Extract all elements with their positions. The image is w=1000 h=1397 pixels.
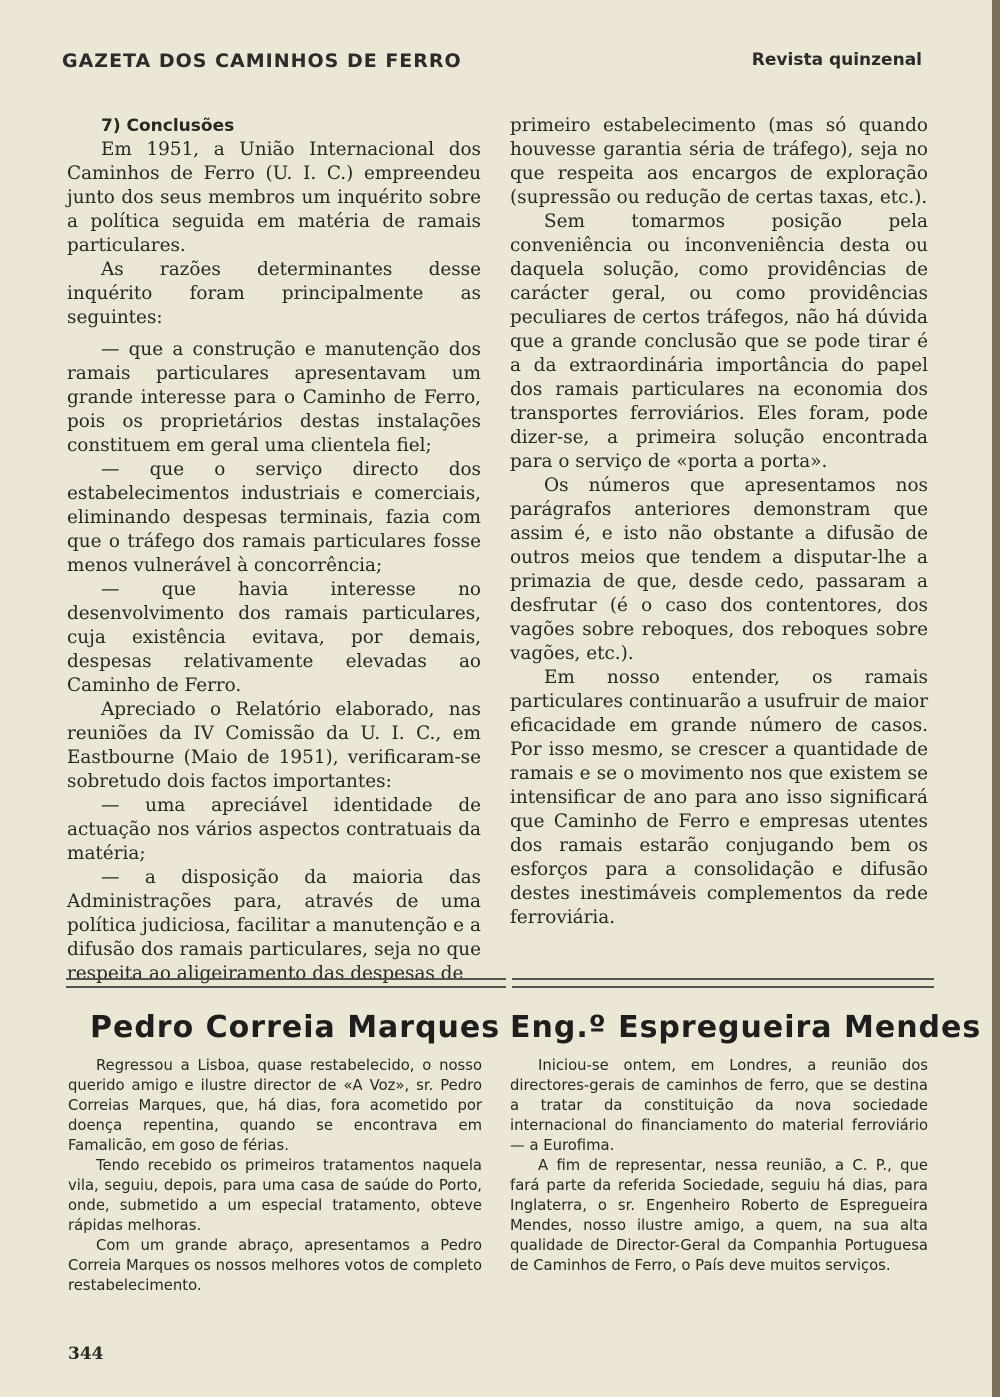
paragraph: — que o serviço directo dos estabelecimentos industriais e comerciais, eliminando despesas terminais, fazia com que o tráfego dos ramais particulares fosse menos vulnerável à concorrência; bbox=[67, 459, 481, 576]
page-edge bbox=[992, 0, 1000, 1397]
paragraph: — que a construção e manutenção dos ramais particulares apresentavam um grande interesse para o Caminho de Ferro, pois os proprietários destas instalações constituem em geral uma clientela fiel; bbox=[67, 339, 481, 456]
paragraph: Os números que apresentamos nos parágrafos anteriores demonstram que assim é, e isto não obstante a difusão de outros meios que tendem a disputar-lhe a primazia de que, desde cedo, passaram a desfrutar (é o caso dos contentores, dos vagões sobre reboques, dos reboques sobre vagões, etc.). bbox=[510, 475, 928, 664]
journal-title: GAZETA DOS CAMINHOS DE FERRO bbox=[62, 50, 462, 72]
paragraph: — uma apreciável identidade de actuação nos vários aspectos contratuais da matéria; bbox=[67, 795, 481, 864]
paragraph: Sem tomarmos posição pela conveniência ou inconveniência desta ou daquela solução, como providências de carácter geral, ou como providências peculiares de certos tráfegos, não há dúvida que a grande conclusão que se pode tirar é a da extraordinária importância do papel dos ramais particulares na economia dos transportes ferroviários. Eles foram, pode dizer-se, a primeira solução encontrada para o serviço de «porta a porta». bbox=[510, 211, 928, 472]
news-title-right: Eng.º Espregueira Mendes bbox=[510, 1010, 982, 1045]
paragraph: Regressou a Lisboa, quase restabelecido, o nosso querido amigo e ilustre director de «A Voz», sr. Pedro Correias Marques, que, há dias, fora acometido por doença repentina, quando se encontrava em Famalicão, em goso de férias. bbox=[68, 1057, 482, 1154]
divider-right bbox=[512, 978, 934, 988]
paragraph: As razões determinantes desse inquérito foram principalmente as seguintes: bbox=[67, 259, 481, 328]
paragraph: Iniciou-se ontem, em Londres, a reunião dos directores-gerais de caminhos de ferro, que se destina a tratar da constituição da nova sociedade internacional do financiamento do material ferroviário — a Eurofima. bbox=[510, 1057, 928, 1154]
news-title-left: Pedro Correia Marques bbox=[90, 1010, 501, 1045]
paragraph: Com um grande abraço, apresentamos a Pedro Correia Marques os nossos melhores votos de completo restabelecimento. bbox=[68, 1237, 482, 1294]
page-number: 344 bbox=[68, 1344, 104, 1364]
paragraph: — que havia interesse no desenvolvimento dos ramais particulares, cuja existência evitava, por demais, despesas relativamente elevadas ao Caminho de Ferro. bbox=[67, 579, 481, 696]
article-column-left bbox=[67, 114, 481, 986]
paragraph: Apreciado o Relatório elaborado, nas reuniões da IV Comissão da U. I. C., em Eastbourne (Maio de 1951), verificaram-se sobretudo dois factos importantes: bbox=[67, 699, 481, 792]
article-column-right bbox=[510, 114, 928, 930]
paragraph: Tendo recebido os primeiros tratamentos naquela vila, seguiu, depois, para uma casa de saúde do Porto, onde, submetido a um especial tratamento, obteve rápidas melhoras. bbox=[68, 1157, 482, 1234]
paragraph-continuation: primeiro estabelecimento (mas só quando houvesse garantia séria de tráfego), seja no que respeita aos encargos de exploração (supressão ou redução de certas taxas, etc.). bbox=[510, 115, 928, 208]
paragraph: A fim de representar, nessa reunião, a C. P., que fará parte da referida Sociedade, seguiu há dias, para Inglaterra, o sr. Engenheiro Roberto de Espregueira Mendes, nosso ilustre amigo, a quem, na sua alta qualidade de Director-Geral da Companhia Portuguesa de Caminhos de Ferro, o País deve muitos serviços. bbox=[510, 1157, 928, 1274]
news-body-left bbox=[68, 1056, 482, 1296]
news-body-right bbox=[510, 1056, 928, 1276]
divider-left bbox=[66, 978, 506, 988]
journal-subtitle: Revista quinzenal bbox=[751, 50, 922, 70]
paragraph: — a disposição da maioria das Administrações para, através de uma política judiciosa, facilitar a manutenção e a difusão dos ramais particulares, seja no que respeita ao aligeiramento das despesas de bbox=[67, 867, 481, 984]
section-title: 7) Conclusões bbox=[101, 116, 235, 136]
paragraph: Em nosso entender, os ramais particulares continuarão a usufruir de maior eficacidade em grande número de casos. Por isso mesmo, se crescer a quantidade de ramais e se o movimento nos que existem se intensificar de ano para ano isso significará que Caminho de Ferro e empresas utentes dos ramais estarão conjugando bem os esforços para a consolidação e difusão destes inestimáveis complementos da rede ferroviária. bbox=[510, 667, 928, 928]
paragraph: Em 1951, a União Internacional dos Caminhos de Ferro (U. I. C.) empreendeu junto dos seus membros um inquérito sobre a política seguida em matéria de ramais particulares. bbox=[67, 139, 481, 256]
